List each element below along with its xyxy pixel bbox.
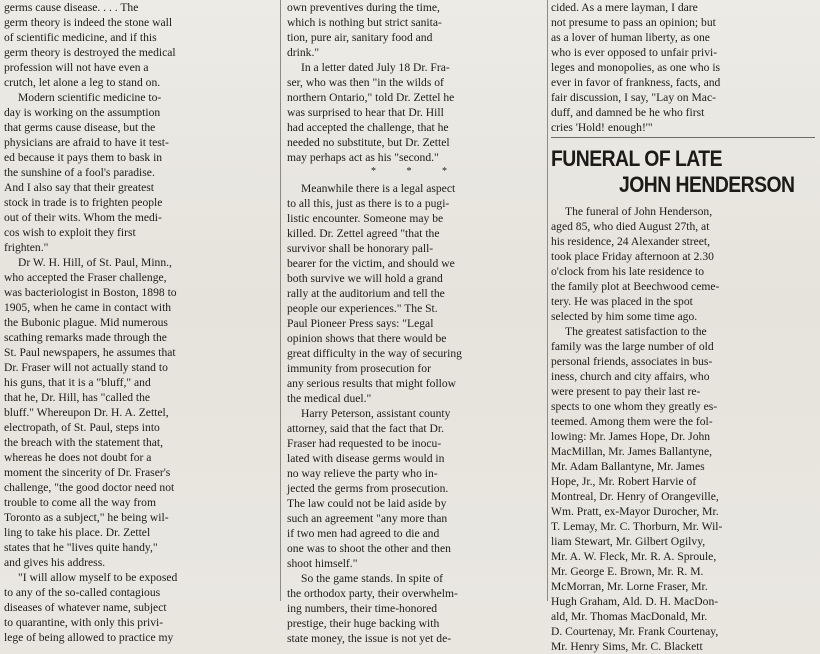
column-2 <box>287 0 545 645</box>
headline-line-2: JOHN HENDERSON <box>619 172 795 197</box>
paragraph: Modern scientific medicine to- day is working on the assumption that germs cause disease, but the physicians are afraid to have it test- ed because it pays them to bask in the sunshine of a fool's paradise. And I also say that their greatest stock in trade is to frighten people out of their wits. Whom the medi- cos wish to exploit they first frighten." <box>4 91 169 254</box>
paragraph: "I will allow myself to be exposed to any of the so-called contagious diseases of whatever name, subject to quarantine, with only this privi- lege of being allowed to practice my <box>4 571 178 644</box>
paragraph: In a letter dated July 18 Dr. Fra- ser, who was then "in the wilds of northern Ontario," told Dr. Zettel he was surprised to hear that Dr. Hill had accepted the challenge, that he needed no substitute, but Dr. Zettel may perhaps act as his "second." <box>287 61 455 164</box>
paragraph: germs cause disease. . . . The germ theory is indeed the stone wall of scientific medicine, and if this germ theory is destroyed the medical profession will not have even a crutch, let alone a leg to stand on. <box>4 1 176 89</box>
headline-rule <box>551 137 815 138</box>
column-divider <box>547 0 548 601</box>
column-divider <box>280 0 281 601</box>
paragraph: Dr W. H. Hill, of St. Paul, Minn., who accepted the Fraser challenge, was bacteriologist in Boston, 1898 to 1905, when he came in contact with the Bubonic plague. Mid numerous scathing remarks made through the St. Paul newspapers, he assumes that Dr. Fraser will not actually stand to his guns, that it is a "bluff," and that he, Dr. Hill, has "called the bluff." Whereupon Dr. H. A. Zettel, electropath, of St. Paul, steps into the breach with the statement that, whereas he does not doubt for a moment the sincerity of Dr. Fraser's challenge, "the good doctor need not trouble to come all the way from Toronto as a subject," he being wil- ling to take his place. Dr. Zettel states that he "lives quite handy," and gives his address. <box>4 256 177 569</box>
headline-line-1: FUNERAL OF LATE <box>551 146 722 171</box>
paragraph: So the game stands. In spite of the orthodox party, their overwhelm- ing numbers, their time-honored prestige, their huge backing with state money, the issue is not yet de- <box>287 572 458 645</box>
column-3 <box>551 0 815 653</box>
paragraph: The greatest satisfaction to the family was the large number of old personal friends, associates in bus- iness, church and city affairs, who were present to pay their last re- spects to one whom they greatly es- teemed. Among them were the fol- lowing: Mr. James Hope, Dr. John MacMillan, Mr. James Ballantyne, Mr. Adam Ballantyne, Mr. James Hope, Jr., Mr. Robert Harvie of Montreal, Dr. Henry of Orangeville, Wm. Pratt, ex-Mayor Durocher, Mr. T. Lemay, Mr. C. Thorburn, Mr. Wil- liam Stewart, Mr. Gilbert Ogilvy, Mr. A. W. Fleck, Mr. R. A. Sproule, Mr. George E. Brown, Mr. R. M. McMorran, Mr. Lorne Fraser, Mr. Hugh Graham, Ald. D. H. MacDon- ald, Mr. Thomas MacDonald, Mr. D. Courtenay, Mr. Frank Courtenay, Mr. Henry Sims, Mr. C. Blackett <box>551 325 723 653</box>
section-separator: * * * <box>371 166 461 177</box>
paragraph: The funeral of John Henderson, aged 85, who died August 27th, at his residence, 24 Alexander street, took place Friday afternoon at 2.30 o'clock from his late residence to the family plot at Beechwood ceme- tery. He was placed in the spot selected by him some time ago. <box>551 205 720 323</box>
paragraph: cided. As a mere layman, I dare not presume to pass an opinion; but as a lover of human liberty, as one who is ever opposed to unfair privi- leges and monopolies, as one who is ever in favor of frankness, facts, and fair discussion, I say, "Lay on Mac- duff, and damned be he who first cries 'Hold! enough!'" <box>551 1 721 134</box>
paragraph: Harry Peterson, assistant county attorney, said that the fact that Dr. Fraser had requested to be inocu- lated with disease germs would in no way relieve the party who in- jected the germs from prosecution. The law could not be laid aside by such an agreement "any more than if two men had agreed to die and one was to shoot the other and then shoot himself." <box>287 407 451 570</box>
paragraph: Meanwhile there is a legal aspect to all this, just as there is to a pugi- listic encounter. Someone may be killed. Dr. Zettel agreed "that the survivor shall be honorary pall- bearer for the victim, and should we both survive we will hold a grand rally at the auditorium and tell the people our experiences." The St. Paul Pioneer Press says: "Legal opinion shows that there would be great difficulty in the way of securing immunity from prosecution for any serious results that might follow the medical duel." <box>287 182 462 405</box>
column-1 <box>4 0 274 644</box>
paragraph: own preventives during the time, which is nothing but strict sanita- tion, pure air, sanitary food and drink." <box>287 1 442 59</box>
